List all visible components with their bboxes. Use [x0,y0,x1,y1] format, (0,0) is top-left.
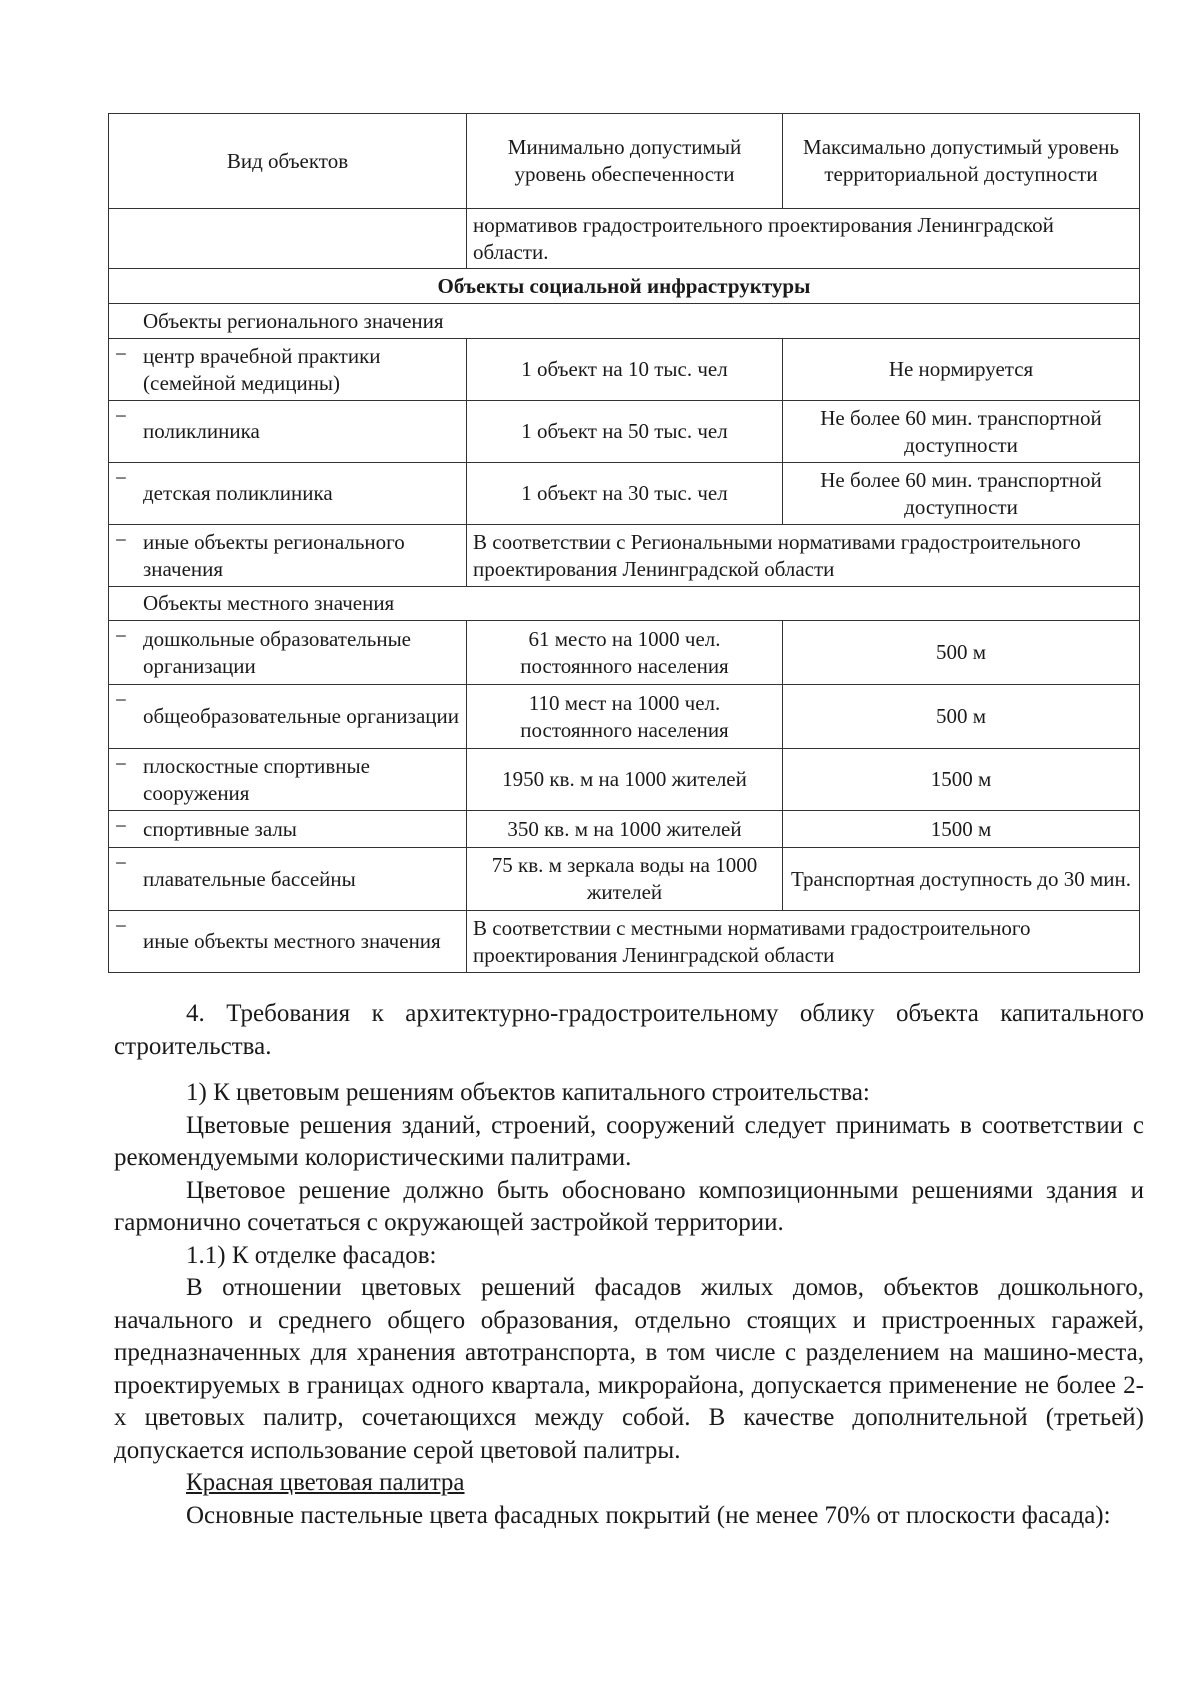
min-provision: 1 объект на 10 тыс. чел [467,339,783,401]
table-row [109,401,1140,463]
min-provision: 1 объект на 30 тыс. чел [467,463,783,525]
dash-marker: − [115,466,127,490]
min-provision: 110 мест на 1000 чел. постоянного населения [467,685,783,749]
dash-marker: − [115,814,127,838]
object-name: спортивные залы [143,816,297,841]
norm-reference: В соответствии с Региональными нормативами градостроительного проектирования Ленинградской области [467,525,1140,587]
table-row [109,463,1140,525]
max-accessibility: 500 м [783,621,1140,685]
table-row [109,621,1140,685]
dash-marker: − [115,914,127,938]
dash-marker: − [115,624,127,648]
min-provision: 350 кв. м на 1000 жителей [467,811,783,848]
heading-red-palette: Красная цветовая палитра [186,1469,465,1496]
norms-table [108,113,1140,973]
object-name: общеобразовательные организации [143,704,459,728]
header-max-accessibility: Максимально допустимый уровень территориальной доступности [783,114,1140,209]
max-accessibility: 500 м [783,685,1140,749]
dash-marker: − [115,688,127,712]
object-name: иные объекты регионального значения [143,529,405,581]
table-row [109,749,1140,811]
dash-marker: − [115,851,127,875]
max-accessibility: Транспортная доступность до 30 мин. [783,848,1140,911]
table-row [109,848,1140,911]
continuation-row [109,209,1140,269]
header-object-type: Вид объектов [109,114,467,209]
dash-marker: − [115,528,127,552]
table-row [109,811,1140,848]
group-title-regional: Объекты регионального значения [109,304,1140,339]
empty-cell [109,209,467,269]
object-name: поликлиника [143,419,260,443]
header-min-provision: Минимально допустимый уровень обеспеченности [467,114,783,209]
object-name: детская поликлиника [143,481,333,505]
dash-marker: − [115,342,127,366]
table-header-row [109,114,1140,209]
object-name: плавательные бассейны [143,866,356,891]
object-name: иные объекты местного значения [143,929,441,953]
section-title: Объекты социальной инфраструктуры [109,269,1140,304]
norm-reference: В соответствии с местными нормативами градостроительного проектирования Ленинградской области [467,911,1140,973]
paragraph-composition: Цветовое решение должно быть обосновано композиционными решениями здания и гармонично сочетаться с окружающей застройкой территории. [114,1176,1144,1236]
continuation-text: нормативов градостроительного проектирования Ленинградской области. [467,209,1140,269]
body-text [114,998,1144,1532]
paragraph-requirements: 4. Требования к архитектурно-градостроительному облику объекта капитального строительства. [114,1000,1144,1060]
min-provision: 75 кв. м зеркала воды на 1000 жителей [467,848,783,911]
paragraph-palette-rules: В отношении цветовых решений фасадов жилых домов, объектов дошкольного, начального и среднего общего образования, отдельно стоящих и пристроенных гаражей, предназначенных для хранения автотранспорта, в том числе с разделением на машино-места, проектируемых в границах одного квартала, микрорайона, допускается применение не более 2-х цветовых палитр, сочетающихся между собой. В качестве дополнительной (третьей) допускается использование серой цветовой палитры. [114,1274,1144,1464]
min-provision: 1950 кв. м на 1000 жителей [467,749,783,811]
object-name: плоскостные спортивные сооружения [143,753,370,805]
table-row [109,685,1140,749]
paragraph-color-solutions: 1) К цветовым решениям объектов капитального строительства: [186,1079,870,1106]
paragraph-pastel-colors: Основные пастельные цвета фасадных покрытий (не менее 70% от плоскости фасада): [186,1501,1111,1529]
group-title-local: Объекты местного значения [109,587,1140,621]
section-row [109,269,1140,304]
table-row [109,911,1140,973]
group-row-regional [109,304,1140,339]
max-accessibility: 1500 м [783,749,1140,811]
object-name: центр врачебной практики (семейной медицины) [143,343,381,395]
dash-marker: − [115,404,127,428]
min-provision: 61 место на 1000 чел. постоянного населения [467,621,783,685]
paragraph-facade-finishing: 1.1) К отделке фасадов: [186,1241,437,1269]
dash-marker: − [115,752,127,776]
min-provision: 1 объект на 50 тыс. чел [467,401,783,463]
max-accessibility: Не нормируется [783,339,1140,401]
paragraph-color-palettes: Цветовые решения зданий, строений, сооружений следует принимать в соответствии с рекомендуемыми колористическими палитрами. [114,1111,1144,1171]
table-row [109,525,1140,587]
max-accessibility: Не более 60 мин. транспортной доступности [783,401,1140,463]
object-name: дошкольные образовательные организации [143,626,412,678]
max-accessibility: Не более 60 мин. транспортной доступности [783,463,1140,525]
max-accessibility: 1500 м [783,811,1140,848]
table-row [109,339,1140,401]
group-row-local [109,587,1140,621]
